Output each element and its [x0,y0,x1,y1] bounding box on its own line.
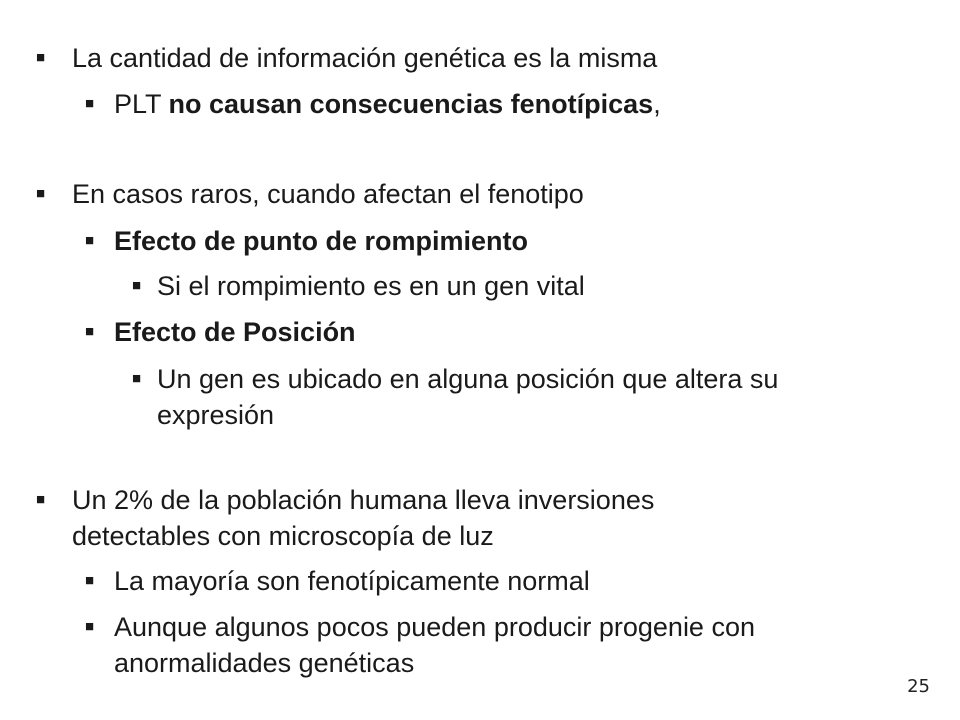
bullet-item-3 [36,176,584,212]
square-bullet-icon: ■ [85,323,95,340]
bullet-text-line-2: expresión [157,400,275,430]
bullet-text: La cantidad de información genética es la misma [72,43,658,73]
square-bullet-icon: ■ [85,618,95,635]
page-number: 25 [907,676,930,697]
square-bullet-icon: ■ [36,491,46,508]
bullet-text-bold: Efecto de punto de rompimiento [114,226,529,256]
bullet-text: En casos raros, cuando afectan el fenotipo [72,179,584,209]
bullet-item-2 [85,86,661,122]
square-bullet-icon: ■ [36,49,46,66]
bullet-text-line-1: Un gen es ubicado en alguna posición que altera su [157,364,779,394]
bullet-text-line-1: Aunque algunos pocos pueden producir progenie con [114,612,755,642]
bullet-text-line-1: Un 2% de la población humana lleva inversiones [72,485,655,515]
bullet-text-bold: Efecto de Posición [114,317,356,347]
square-bullet-icon: ■ [132,277,142,294]
bullet-text: , [653,89,661,119]
bullet-item-9 [85,563,590,599]
square-bullet-icon: ■ [85,95,95,112]
bullet-item-6 [85,314,356,350]
bullet-item-4 [85,223,529,259]
square-bullet-icon: ■ [85,572,95,589]
bullet-item-7 [132,361,779,433]
bullet-text-bold: no causan consecuencias fenotípicas [168,89,654,119]
bullet-text: PLT [114,89,169,119]
square-bullet-icon: ■ [85,232,95,249]
bullet-item-5 [132,268,585,304]
bullet-text: Si el rompimiento es en un gen vital [157,271,585,301]
bullet-text: La mayoría son fenotípicamente normal [114,566,590,596]
square-bullet-icon: ■ [36,185,46,202]
bullet-text-line-2: detectables con microscopía de luz [72,521,494,551]
bullet-text-line-2: anormalidades genéticas [114,648,415,678]
bullet-item-8 [36,482,655,554]
square-bullet-icon: ■ [132,370,142,387]
bullet-item-10 [85,609,755,681]
bullet-item-1 [36,40,658,76]
